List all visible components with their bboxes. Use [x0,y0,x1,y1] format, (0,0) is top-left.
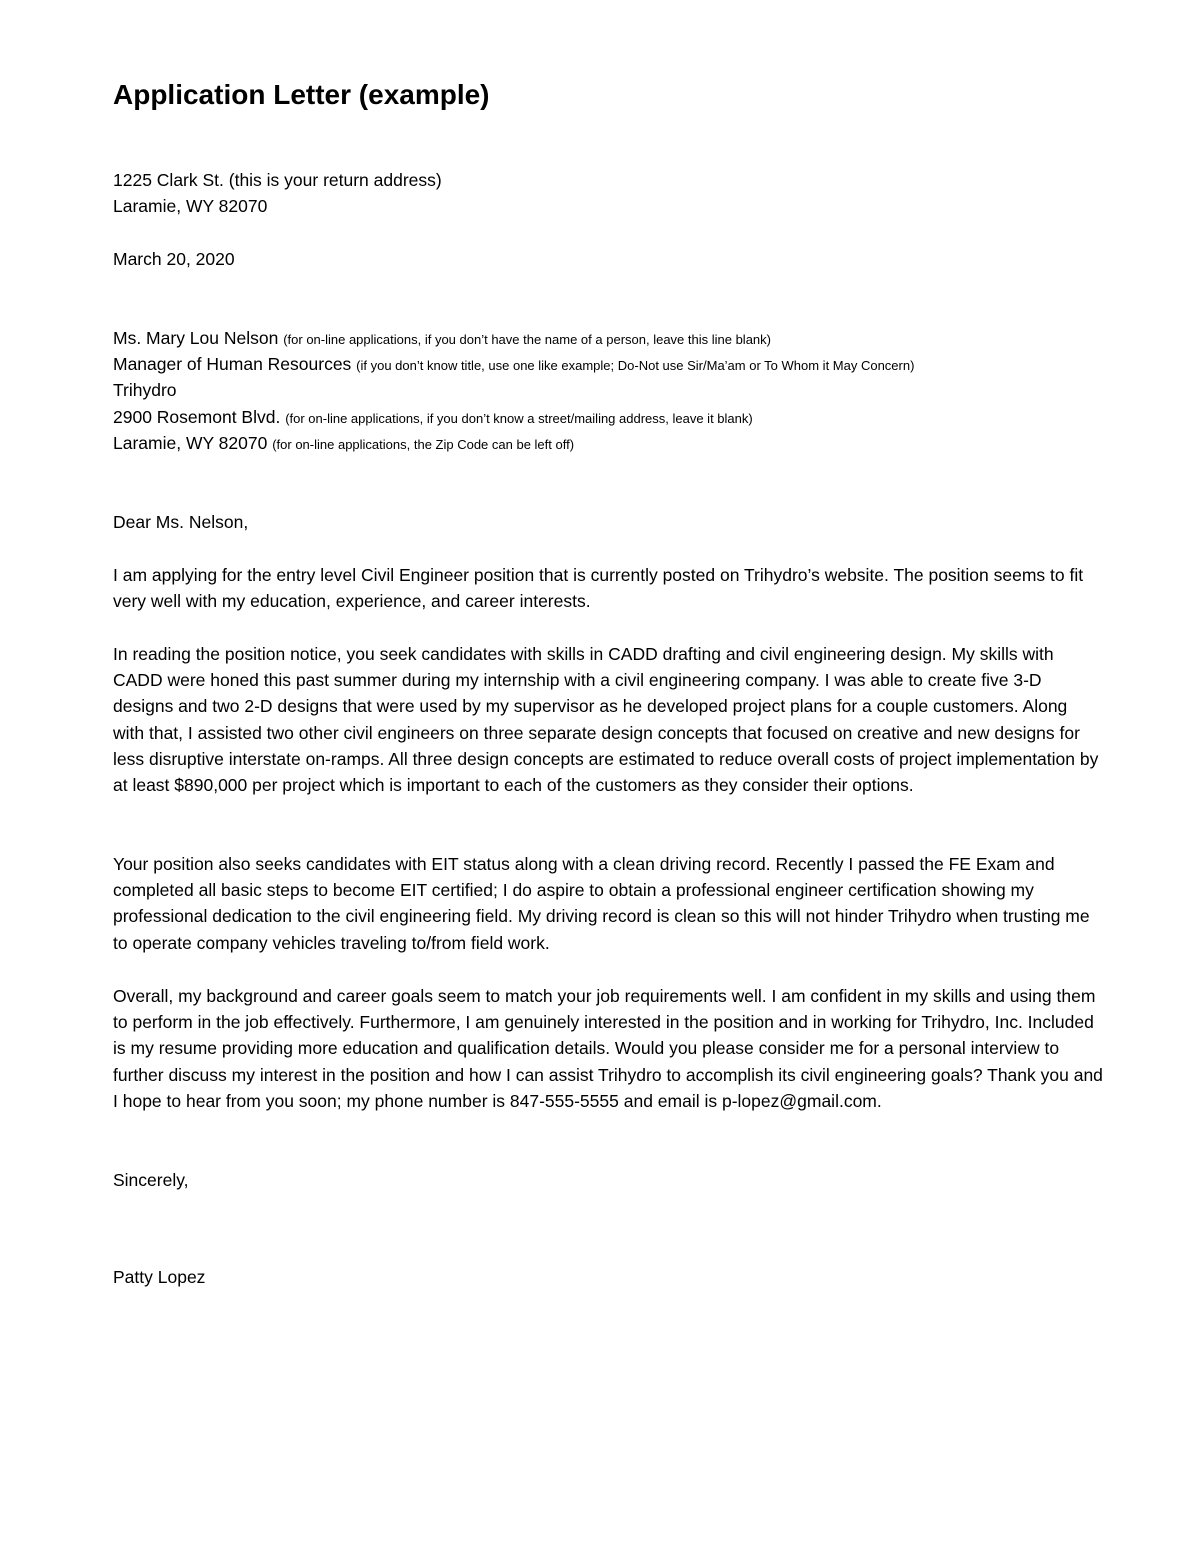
closing [113,1167,189,1193]
body-paragraph-3: Your position also seeks candidates with EIT status along with a clean driving record. Recently I passed the FE Exam and completed all basic steps to become EIT certified; I do aspire to obtain a professional engineer certification showing my professional dedication to the civil engineering field. My driving record is clean so this will not hinder Trihydro when trusting me to operate company vehicles traveling to/from field work. [113,854,1090,953]
recipient-line [113,351,914,377]
recipient-line [113,325,914,351]
recipient-name: Ms. Mary Lou Nelson [113,328,284,348]
recipient-title: Manager of Human Resources [113,354,357,375]
recipient-city: Laramie, WY 82070 [113,432,273,453]
recipient-title-note: (if you don’t know title, use one like example; Do-Not use Sir/Ma’am or To Whom it May Concern) [356,358,915,374]
return-address [113,167,442,219]
recipient-line [113,377,914,403]
return-address-street: 1225 Clark St. (this is your return address) [113,170,442,190]
body-paragraph-1: I am applying for the entry level Civil Engineer position that is currently posted on Trihydro’s website. The position seems to fit very well with my education, experience, and career interests. [113,565,1084,612]
recipient-block [113,325,914,456]
body-paragraph-4: Overall, my background and career goals seem to match your job requirements well. I am confident in my skills and using them to perform in the job effectively. Furthermore, I am genuinely interested in the position and in working for Trihydro, Inc. Included is my resume providing more education and qualification details. Would you please consider me for a personal interview to further discuss my interest in the position and how I can assist Trihydro to accomplish its civil engineering goals? Thank you and I hope to hear from you soon; my phone number is 847-555-5555 and email is p-lopez@gmail.com. [113,986,1103,1111]
recipient-line [113,404,914,430]
signature [113,1264,205,1290]
closing-text: Sincerely, [113,1170,189,1190]
recipient-city-note: (for on-line applications, the Zip Code can be left off) [272,436,575,452]
return-address-city: Laramie, WY 82070 [113,196,268,217]
salutation [113,509,248,535]
recipient-street-note: (for on-line applications, if you don’t know a street/mailing address, leave it blank) [285,410,753,426]
recipient-company: Trihydro [113,380,177,401]
date-text: March 20, 2020 [113,249,235,269]
salutation-text: Dear Ms. Nelson, [113,512,249,532]
document-title: Application Letter (example) [113,79,490,110]
recipient-street: 2900 Rosemont Blvd. [113,406,286,427]
letter-date [113,246,235,272]
recipient-name-note: (for on-line applications, if you don’t have the name of a person, leave this line blank) [283,332,771,347]
signature-name: Patty Lopez [113,1267,206,1287]
recipient-line [113,430,914,456]
body-paragraph-2: In reading the position notice, you seek candidates with skills in CADD drafting and civil engineering design. My skills with CADD were honed this past summer during my internship with a civil engineering company. I was able to create five 3-D designs and two 2-D designs that were used by my supervisor as he developed project plans for a couple customers. Along with that, I assisted two other civil engineers on three separate design concepts that focused on creative and new designs for less disruptive interstate on-ramps. All three design concepts are estimated to reduce overall costs of project implementation by at least $890,000 per project which is important to each of the customers as they consider their options. [113,644,1099,796]
